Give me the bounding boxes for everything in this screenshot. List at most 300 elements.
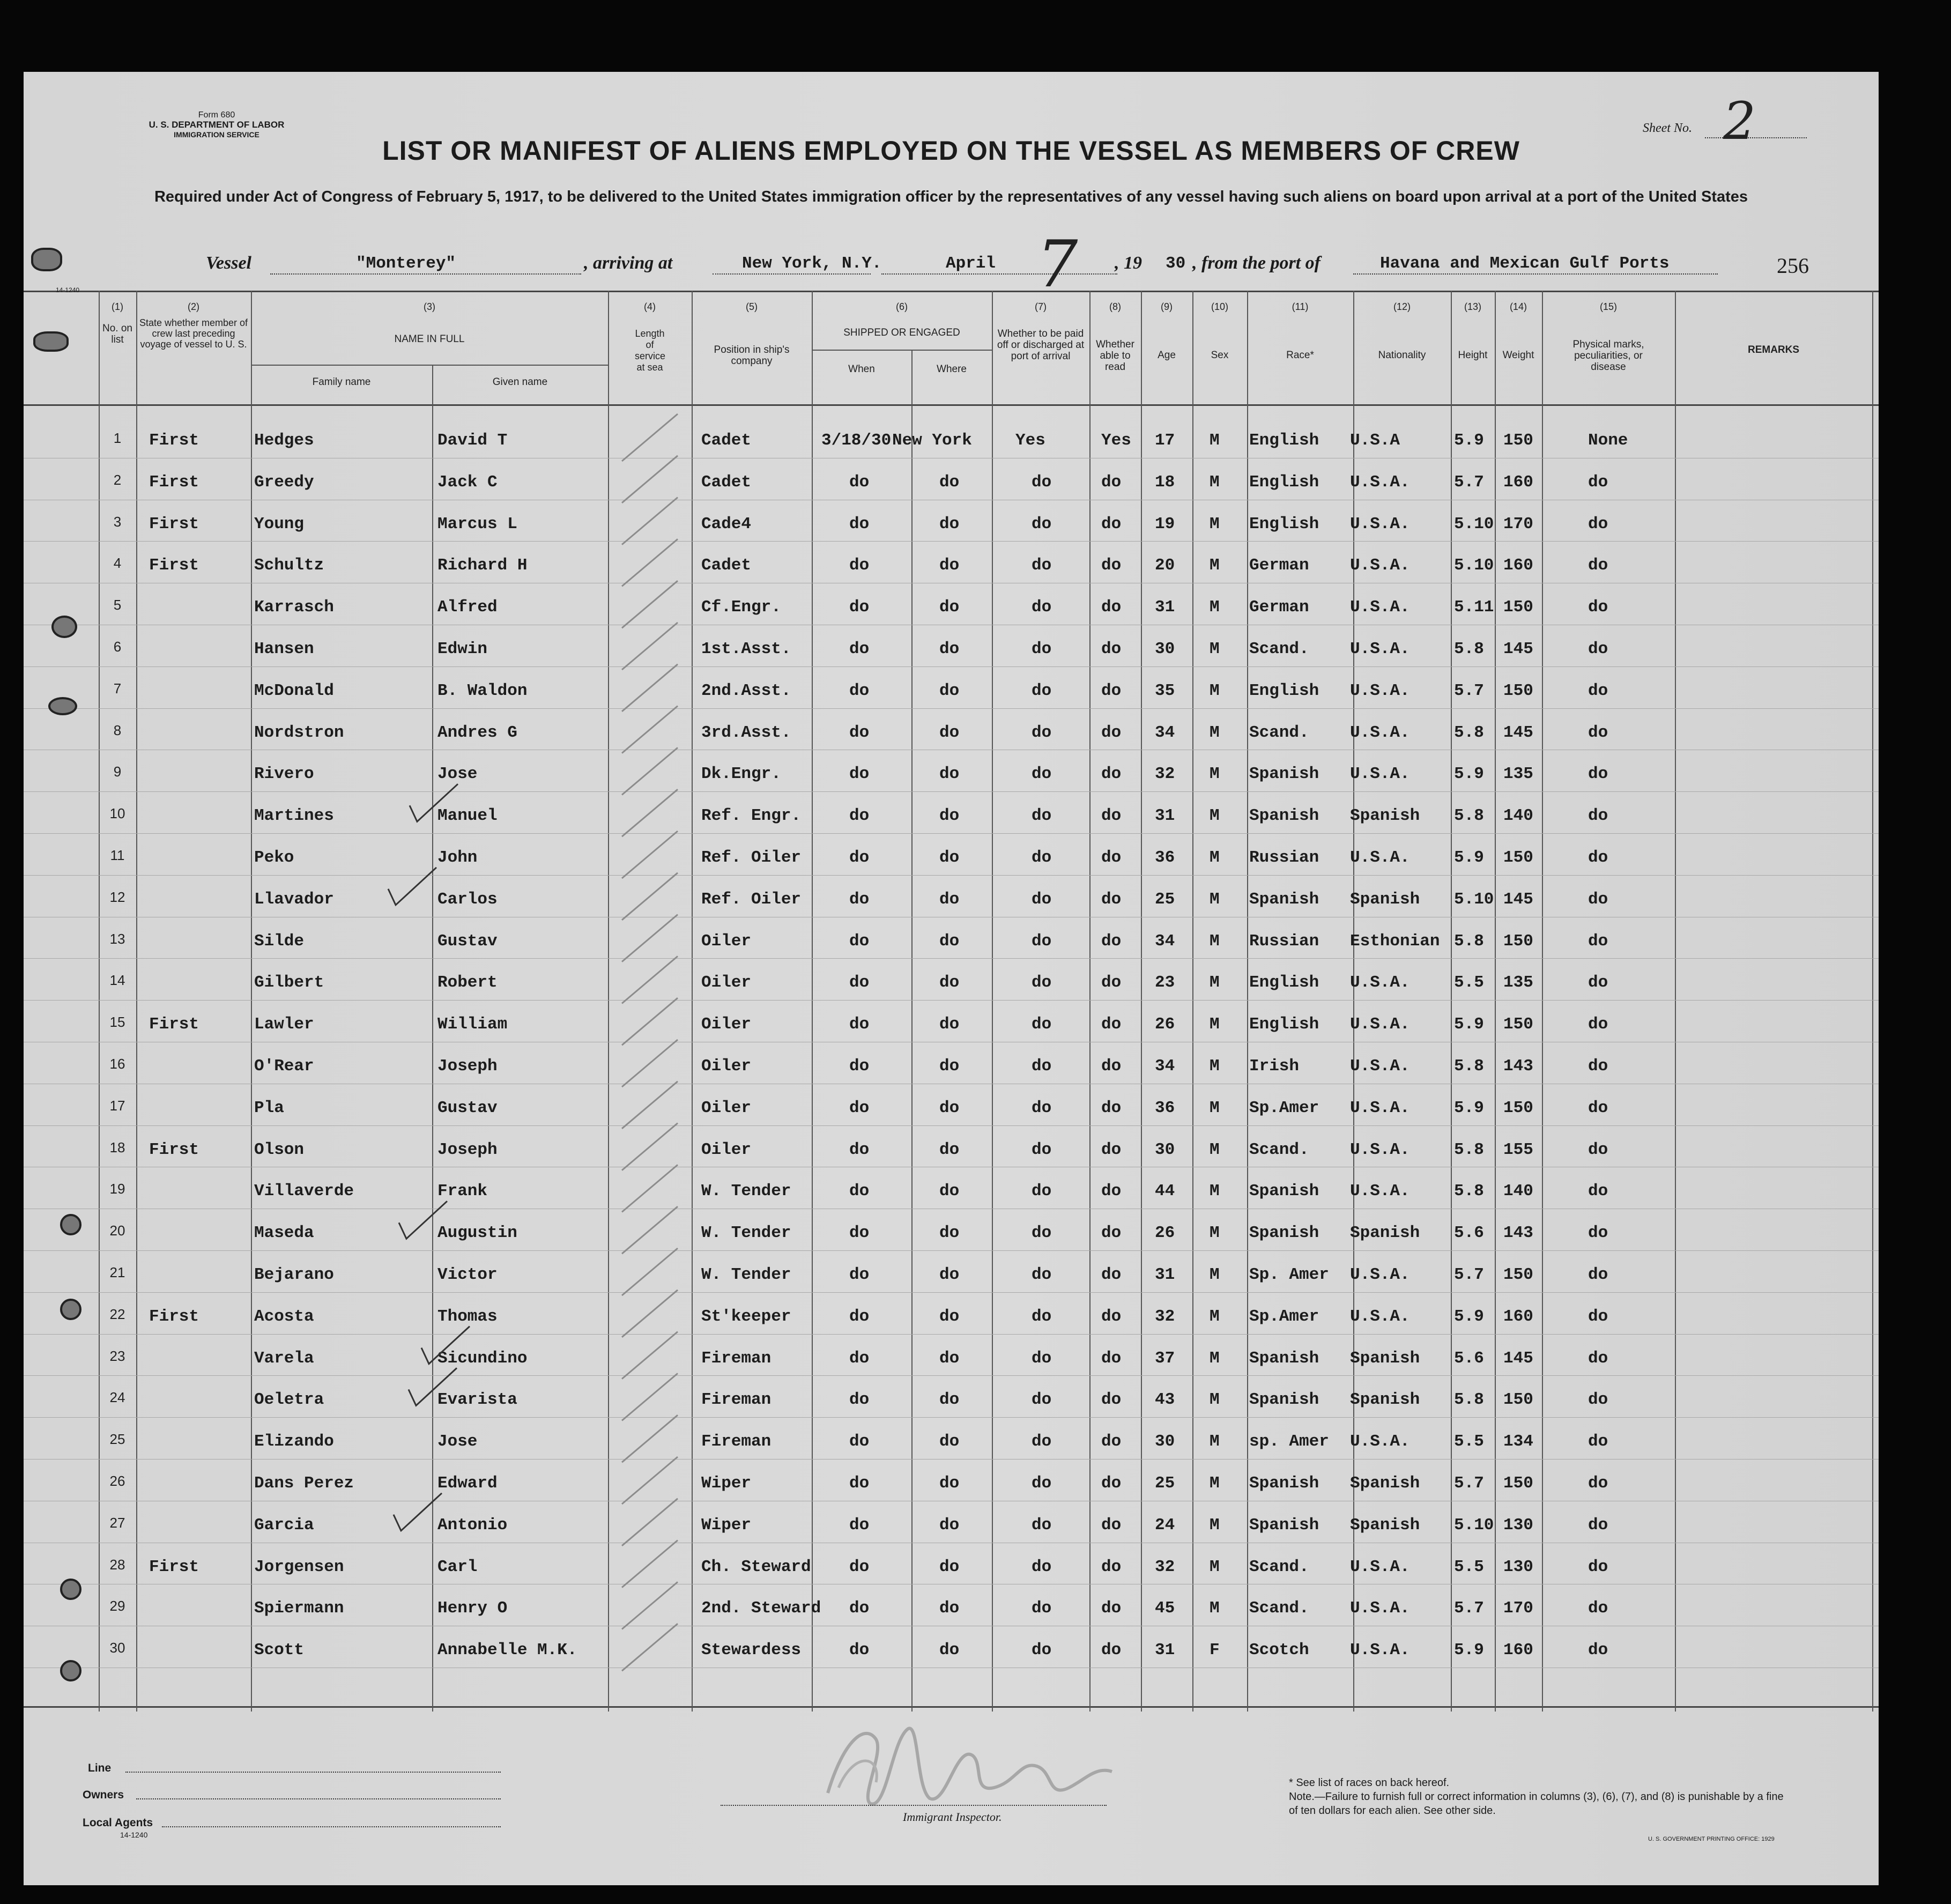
row-number: 7 (113, 680, 122, 697)
cell-height: 5.9 (1454, 848, 1484, 867)
cell-where: do (939, 514, 960, 534)
cell-height: 5.8 (1454, 1390, 1484, 1410)
cell-weight: 150 (1503, 1474, 1533, 1493)
cell-physical: do (1588, 723, 1608, 742)
binder-hole (48, 697, 77, 715)
cell-nationality: U.S.A. (1350, 765, 1410, 784)
from-port-label: , from the port of (1192, 253, 1321, 273)
row-number: 14 (109, 972, 125, 989)
cell-read: do (1101, 681, 1122, 700)
cell-weight: 170 (1503, 1599, 1533, 1618)
cell-age: 17 (1155, 431, 1175, 450)
cell-nationality: U.S.A. (1350, 514, 1410, 534)
cell-age: 20 (1155, 556, 1175, 575)
cell-sex: M (1210, 931, 1220, 951)
pen-stroke (622, 498, 678, 545)
cell-where: do (939, 1432, 960, 1451)
cell-position: Oiler (701, 973, 752, 992)
col-num: (11) (1292, 301, 1309, 312)
manifest-page (24, 72, 1879, 1885)
col-num: (5) (746, 301, 758, 312)
cell-read: do (1101, 1057, 1122, 1076)
cell-when: do (849, 1599, 870, 1618)
cell-height: 5.7 (1454, 472, 1484, 492)
cell-physical: do (1588, 1182, 1608, 1201)
cell-paid: do (1032, 1641, 1052, 1660)
cell-position: Fireman (701, 1432, 772, 1451)
cell-paid: do (1032, 890, 1052, 909)
cell-read: do (1101, 806, 1122, 826)
cell-family: Villaverde (254, 1182, 354, 1201)
inspector-signature (796, 1707, 1128, 1825)
cell-physical: do (1588, 1098, 1608, 1117)
pen-stroke (622, 789, 678, 836)
cell-physical: do (1588, 1474, 1608, 1493)
cell-when: do (849, 1349, 870, 1368)
cell-sex: M (1210, 598, 1220, 617)
header-nationality: Nationality (1378, 350, 1426, 361)
cell-age: 31 (1155, 806, 1175, 826)
pen-stroke (622, 1540, 678, 1588)
cell-weight: 160 (1503, 1307, 1533, 1326)
cell-nationality: Spanish (1350, 806, 1420, 826)
form-number: Form 680 (198, 110, 235, 120)
cell-given: Robert (437, 973, 498, 992)
cell-age: 36 (1155, 1098, 1175, 1117)
cell-read: do (1101, 556, 1122, 575)
cell-where: do (939, 556, 960, 575)
cell-position: W. Tender (701, 1182, 791, 1201)
cell-given: Thomas (437, 1307, 498, 1326)
cell-read: do (1101, 1557, 1122, 1576)
from-port-dotline (1353, 273, 1718, 275)
cell-read: do (1101, 1224, 1122, 1243)
cell-race: Scand. (1249, 1599, 1309, 1618)
cell-physical: do (1588, 1432, 1608, 1451)
cell-physical: None (1588, 431, 1628, 450)
cell-nationality: U.S.A. (1350, 1599, 1410, 1618)
cell-paid: do (1032, 973, 1052, 992)
cell-when: do (849, 1307, 870, 1326)
cell-when: do (849, 806, 870, 826)
cell-height: 5.10 (1454, 514, 1494, 534)
cell-position: Dk.Engr. (701, 765, 781, 784)
cell-height: 5.10 (1454, 890, 1494, 909)
cell-position: Cade4 (701, 514, 752, 534)
cell-sex: M (1210, 765, 1220, 784)
cell-race: sp. Amer (1249, 1432, 1329, 1451)
cell-weight: 145 (1503, 640, 1533, 658)
row-number: 3 (113, 513, 122, 530)
cell-weight: 130 (1503, 1515, 1533, 1535)
row-number: 15 (109, 1014, 125, 1031)
row-number: 1 (113, 430, 122, 446)
col-num: (6) (896, 301, 908, 312)
cell-when: do (849, 514, 870, 534)
cell-where: do (939, 1474, 960, 1493)
cell-nationality: U.S.A. (1350, 1182, 1410, 1201)
page-title: LIST OR MANIFEST OF ALIENS EMPLOYED ON THE VESSEL AS MEMBERS OF CREW (382, 136, 1520, 166)
cell-family: Martines (254, 806, 334, 826)
cell-nationality: U.S.A. (1350, 556, 1410, 575)
cell-read: do (1101, 1182, 1122, 1201)
cell-sex: M (1210, 1307, 1220, 1326)
cell-nationality: U.S.A. (1350, 973, 1410, 992)
cell-read: do (1101, 1265, 1122, 1284)
cell-read: do (1101, 472, 1122, 492)
row-number: 4 (113, 555, 122, 572)
cell-given: John (437, 848, 478, 867)
row-number: 23 (109, 1347, 125, 1364)
cell-paid: do (1032, 640, 1052, 658)
pen-stroke (622, 414, 678, 461)
header-family-name: Family name (312, 376, 371, 388)
inspector-dotline (721, 1805, 1107, 1806)
pen-stroke (388, 868, 436, 905)
header-able-read: Whether able to read (1096, 339, 1134, 373)
cell-weight: 145 (1503, 723, 1533, 742)
header-sex: Sex (1211, 350, 1229, 361)
cell-family: Greedy (254, 472, 314, 492)
cell-nationality: U.S.A (1350, 431, 1400, 450)
pen-stroke (409, 1368, 457, 1405)
cell-read: do (1101, 723, 1122, 742)
cell-physical: do (1588, 973, 1608, 992)
cell-sex: M (1210, 973, 1220, 992)
cell-nationality: U.S.A. (1350, 1557, 1410, 1576)
pen-stroke (622, 1165, 678, 1212)
date-dotline (881, 273, 1117, 275)
vessel-dotline (270, 273, 581, 275)
cell-sex: M (1210, 1515, 1220, 1535)
arriving-label: , arriving at (584, 253, 673, 273)
col-num: (13) (1464, 301, 1481, 312)
cell-where: do (939, 973, 960, 992)
cell-weight: 150 (1503, 431, 1533, 450)
pen-stroke (622, 623, 678, 670)
cell-when: do (849, 931, 870, 951)
pen-stroke (622, 956, 678, 1003)
pen-stroke (399, 1201, 447, 1239)
cell-weight: 130 (1503, 1557, 1533, 1576)
cell-nationality: U.S.A. (1350, 1098, 1410, 1117)
page-subtitle: Required under Act of Congress of February 5, 1917, to be delivered to the United States immigration officer by the representatives of any vessel having such aliens on board upon arrival at a port of the United States (154, 188, 1748, 205)
cell-physical: do (1588, 681, 1608, 700)
cell-paid: do (1032, 1098, 1052, 1117)
cell-read: do (1101, 890, 1122, 909)
cell-when: do (849, 1432, 870, 1451)
cell-where: do (939, 1098, 960, 1117)
cell-given: B. Waldon (437, 681, 528, 700)
cell-age: 32 (1155, 765, 1175, 784)
pen-stroke (394, 1493, 442, 1531)
cell-sex: M (1210, 1098, 1220, 1117)
cell-when: do (849, 1474, 870, 1493)
col-num: (2) (188, 301, 199, 312)
cell-age: 35 (1155, 681, 1175, 700)
cell-nationality: U.S.A. (1350, 1432, 1410, 1451)
cell-read: do (1101, 931, 1122, 951)
cell-given: Victor (437, 1265, 498, 1284)
cell-given: Henry O (437, 1599, 508, 1618)
pen-stroke (622, 998, 678, 1045)
cell-race: English (1249, 1015, 1319, 1034)
cell-family: Scott (254, 1641, 305, 1660)
cell-where: do (939, 1641, 960, 1660)
cell-age: 25 (1155, 1474, 1175, 1493)
cell-height: 5.10 (1454, 556, 1494, 575)
header-height: Height (1458, 350, 1488, 361)
cell-where: do (939, 1390, 960, 1410)
cell-paid: do (1032, 1015, 1052, 1034)
cell-family: Hedges (254, 431, 314, 450)
cell-when: do (849, 973, 870, 992)
pen-stroke (622, 539, 678, 586)
printing-office: U. S. GOVERNMENT PRINTING OFFICE: 1929 (1648, 1836, 1775, 1842)
cell-nationality: U.S.A. (1350, 1140, 1410, 1159)
cell-age: 44 (1155, 1182, 1175, 1201)
pen-stroke (622, 1499, 678, 1546)
cell-given: Sicundino (437, 1349, 528, 1368)
cell-position: Oiler (701, 1098, 752, 1117)
cell-physical: do (1588, 806, 1608, 826)
header-where: Where (937, 364, 967, 375)
cell-read: do (1101, 1390, 1122, 1410)
cell-read: do (1101, 1599, 1122, 1618)
cell-family: Jorgensen (254, 1557, 344, 1576)
cell-family: Pla (254, 1098, 284, 1117)
cell-read: do (1101, 598, 1122, 617)
cell-physical: do (1588, 514, 1608, 534)
cell-when: do (849, 848, 870, 867)
cell-family: McDonald (254, 681, 334, 700)
cell-sex: M (1210, 1349, 1220, 1368)
cell-weight: 150 (1503, 598, 1533, 617)
cell-where: do (939, 640, 960, 658)
cell-physical: do (1588, 1641, 1608, 1660)
cell-family: Oeletra (254, 1390, 324, 1410)
cell-sex: M (1210, 514, 1220, 534)
cell-height: 5.9 (1454, 1098, 1484, 1117)
cell-paid: do (1032, 1182, 1052, 1201)
cell-given: Joseph (437, 1140, 498, 1159)
pen-marks (24, 291, 1879, 1712)
cell-given: David T (437, 431, 508, 450)
cell-when: do (849, 640, 870, 658)
cell-age: 30 (1155, 1140, 1175, 1159)
cell-age: 31 (1155, 1641, 1175, 1660)
cell-age: 30 (1155, 640, 1175, 658)
cell-where: do (939, 1557, 960, 1576)
cell-race: Scand. (1249, 1557, 1309, 1576)
cell-paid: do (1032, 848, 1052, 867)
cell-position: Oiler (701, 1057, 752, 1076)
cell-weight: 145 (1503, 890, 1533, 909)
cell-position: Oiler (701, 931, 752, 951)
cell-position: Ch. Steward (701, 1557, 811, 1576)
cell-read: do (1101, 848, 1122, 867)
cell-read: do (1101, 514, 1122, 534)
cell-age: 26 (1155, 1224, 1175, 1243)
cell-given: Joseph (437, 1057, 498, 1076)
cell-when: do (849, 765, 870, 784)
cell-weight: 170 (1503, 514, 1533, 534)
cell-position: Oiler (701, 1015, 752, 1034)
cell-age: 19 (1155, 514, 1175, 534)
header-state-member: State whether member of crew last preceding voyage of vessel to U. S. (139, 317, 248, 350)
pen-stroke (622, 1248, 678, 1295)
cell-physical: do (1588, 1349, 1608, 1368)
cell-paid: Yes (1015, 431, 1045, 450)
cell-weight: 150 (1503, 1098, 1533, 1117)
cell-weight: 150 (1503, 1015, 1533, 1034)
cell-sex: M (1210, 848, 1220, 867)
cell-race: Scand. (1249, 723, 1309, 742)
cell-position: Fireman (701, 1349, 772, 1368)
cell-nationality: Esthonian (1350, 931, 1440, 951)
cell-nationality: U.S.A. (1350, 1015, 1410, 1034)
row-number: 13 (109, 930, 125, 947)
cell-when: do (849, 1098, 870, 1117)
cell-height: 5.9 (1454, 1015, 1484, 1034)
local-agents-label: Local Agents (83, 1817, 153, 1829)
cell-weight: 160 (1503, 556, 1533, 575)
arrival-month: April (946, 254, 996, 273)
cell-read: do (1101, 765, 1122, 784)
cell-physical: do (1588, 556, 1608, 575)
cell-nationality: Spanish (1350, 1224, 1420, 1243)
cell-race: Russian (1249, 848, 1319, 867)
line-dotline (125, 1772, 501, 1773)
sheet-label: Sheet No. (1643, 121, 1692, 135)
cell-nationality: U.S.A. (1350, 1307, 1410, 1326)
cell-height: 5.9 (1454, 1641, 1484, 1660)
header-given-name: Given name (492, 376, 548, 388)
cell-when: do (849, 1057, 870, 1076)
header-remarks: REMARKS (1747, 344, 1800, 355)
cell-physical: do (1588, 931, 1608, 951)
cell-sex: M (1210, 1265, 1220, 1284)
cell-physical: do (1588, 598, 1608, 617)
cell-sex: M (1210, 1057, 1220, 1076)
cell-height: 5.7 (1454, 1599, 1484, 1618)
cell-where: do (939, 765, 960, 784)
pen-stroke (622, 1332, 678, 1379)
pen-stroke (622, 747, 678, 795)
cell-when: do (849, 1224, 870, 1243)
from-port: Havana and Mexican Gulf Ports (1380, 254, 1670, 273)
cell-age: 32 (1155, 1307, 1175, 1326)
cell-height: 5.8 (1454, 931, 1484, 951)
cell-nationality: U.S.A. (1350, 681, 1410, 700)
cell-given: Carl (437, 1557, 478, 1576)
cell-position: Ref. Oiler (701, 890, 802, 909)
cell-weight: 160 (1503, 1641, 1533, 1660)
cell-position: Ref. Engr. (701, 806, 802, 826)
row-number: 2 (113, 471, 122, 488)
header-paid-off: Whether to be paid off or discharged at port of arrival (997, 328, 1085, 362)
cell-where: do (939, 1140, 960, 1159)
cell-state: First (149, 514, 199, 534)
cell-sex: M (1210, 640, 1220, 658)
cell-position: Cadet (701, 431, 752, 450)
cell-paid: do (1032, 472, 1052, 492)
cell-sex: M (1210, 681, 1220, 700)
cell-race: German (1249, 556, 1309, 575)
cell-family: Olson (254, 1140, 305, 1159)
cell-family: Gilbert (254, 973, 324, 992)
header-no-on-list: No. on list (102, 323, 132, 345)
cell-age: 34 (1155, 723, 1175, 742)
cell-when: do (849, 890, 870, 909)
owners-dotline (136, 1798, 501, 1799)
cell-given: Annabelle M.K. (437, 1641, 577, 1660)
cell-nationality: U.S.A. (1350, 1057, 1410, 1076)
cell-where: do (939, 681, 960, 700)
cell-paid: do (1032, 1140, 1052, 1159)
binder-hole (60, 1299, 81, 1320)
pen-stroke (622, 831, 678, 878)
pen-stroke (622, 1206, 678, 1254)
cell-when: do (849, 723, 870, 742)
cell-nationality: Spanish (1350, 1349, 1420, 1368)
cell-age: 25 (1155, 890, 1175, 909)
cell-physical: do (1588, 1307, 1608, 1326)
cell-paid: do (1032, 723, 1052, 742)
cell-physical: do (1588, 472, 1608, 492)
header-race: Race* (1286, 350, 1314, 361)
cell-given: Marcus L (437, 514, 517, 534)
cell-sex: M (1210, 431, 1220, 450)
row-number: 24 (109, 1389, 125, 1406)
cell-when: do (849, 1140, 870, 1159)
cell-where: do (939, 598, 960, 617)
col-num: (15) (1599, 301, 1617, 312)
cell-position: Wiper (701, 1474, 752, 1493)
cell-read: do (1101, 1349, 1122, 1368)
cell-paid: do (1032, 765, 1052, 784)
cell-when: do (849, 1515, 870, 1535)
cell-given: Edwin (437, 640, 488, 658)
cell-race: Spanish (1249, 1224, 1319, 1243)
cell-nationality: U.S.A. (1350, 1265, 1410, 1284)
cell-when: do (849, 556, 870, 575)
row-number: 21 (109, 1264, 125, 1280)
cell-position: 1st.Asst. (701, 640, 791, 658)
cell-sex: M (1210, 1224, 1220, 1243)
cell-weight: 145 (1503, 1349, 1533, 1368)
cell-weight: 155 (1503, 1140, 1533, 1159)
cell-race: Irish (1249, 1057, 1300, 1076)
cell-where: do (939, 1515, 960, 1535)
cell-race: Spanish (1249, 1474, 1319, 1493)
cell-given: Jack C (437, 472, 498, 492)
cell-race: Spanish (1249, 1182, 1319, 1201)
cell-paid: do (1032, 556, 1052, 575)
cell-state: First (149, 431, 199, 450)
cell-height: 5.9 (1454, 765, 1484, 784)
cell-race: Scand. (1249, 640, 1309, 658)
row-number: 9 (113, 764, 122, 780)
cell-state: First (149, 1557, 199, 1576)
cell-race: Scotch (1249, 1641, 1309, 1660)
cell-given: Andres G (437, 723, 517, 742)
cell-height: 5.8 (1454, 1140, 1484, 1159)
cell-family: Elizando (254, 1432, 334, 1451)
cell-physical: do (1588, 848, 1608, 867)
cell-family: Lawler (254, 1015, 314, 1034)
races-note: * See list of races on back hereof. (1289, 1777, 1450, 1789)
